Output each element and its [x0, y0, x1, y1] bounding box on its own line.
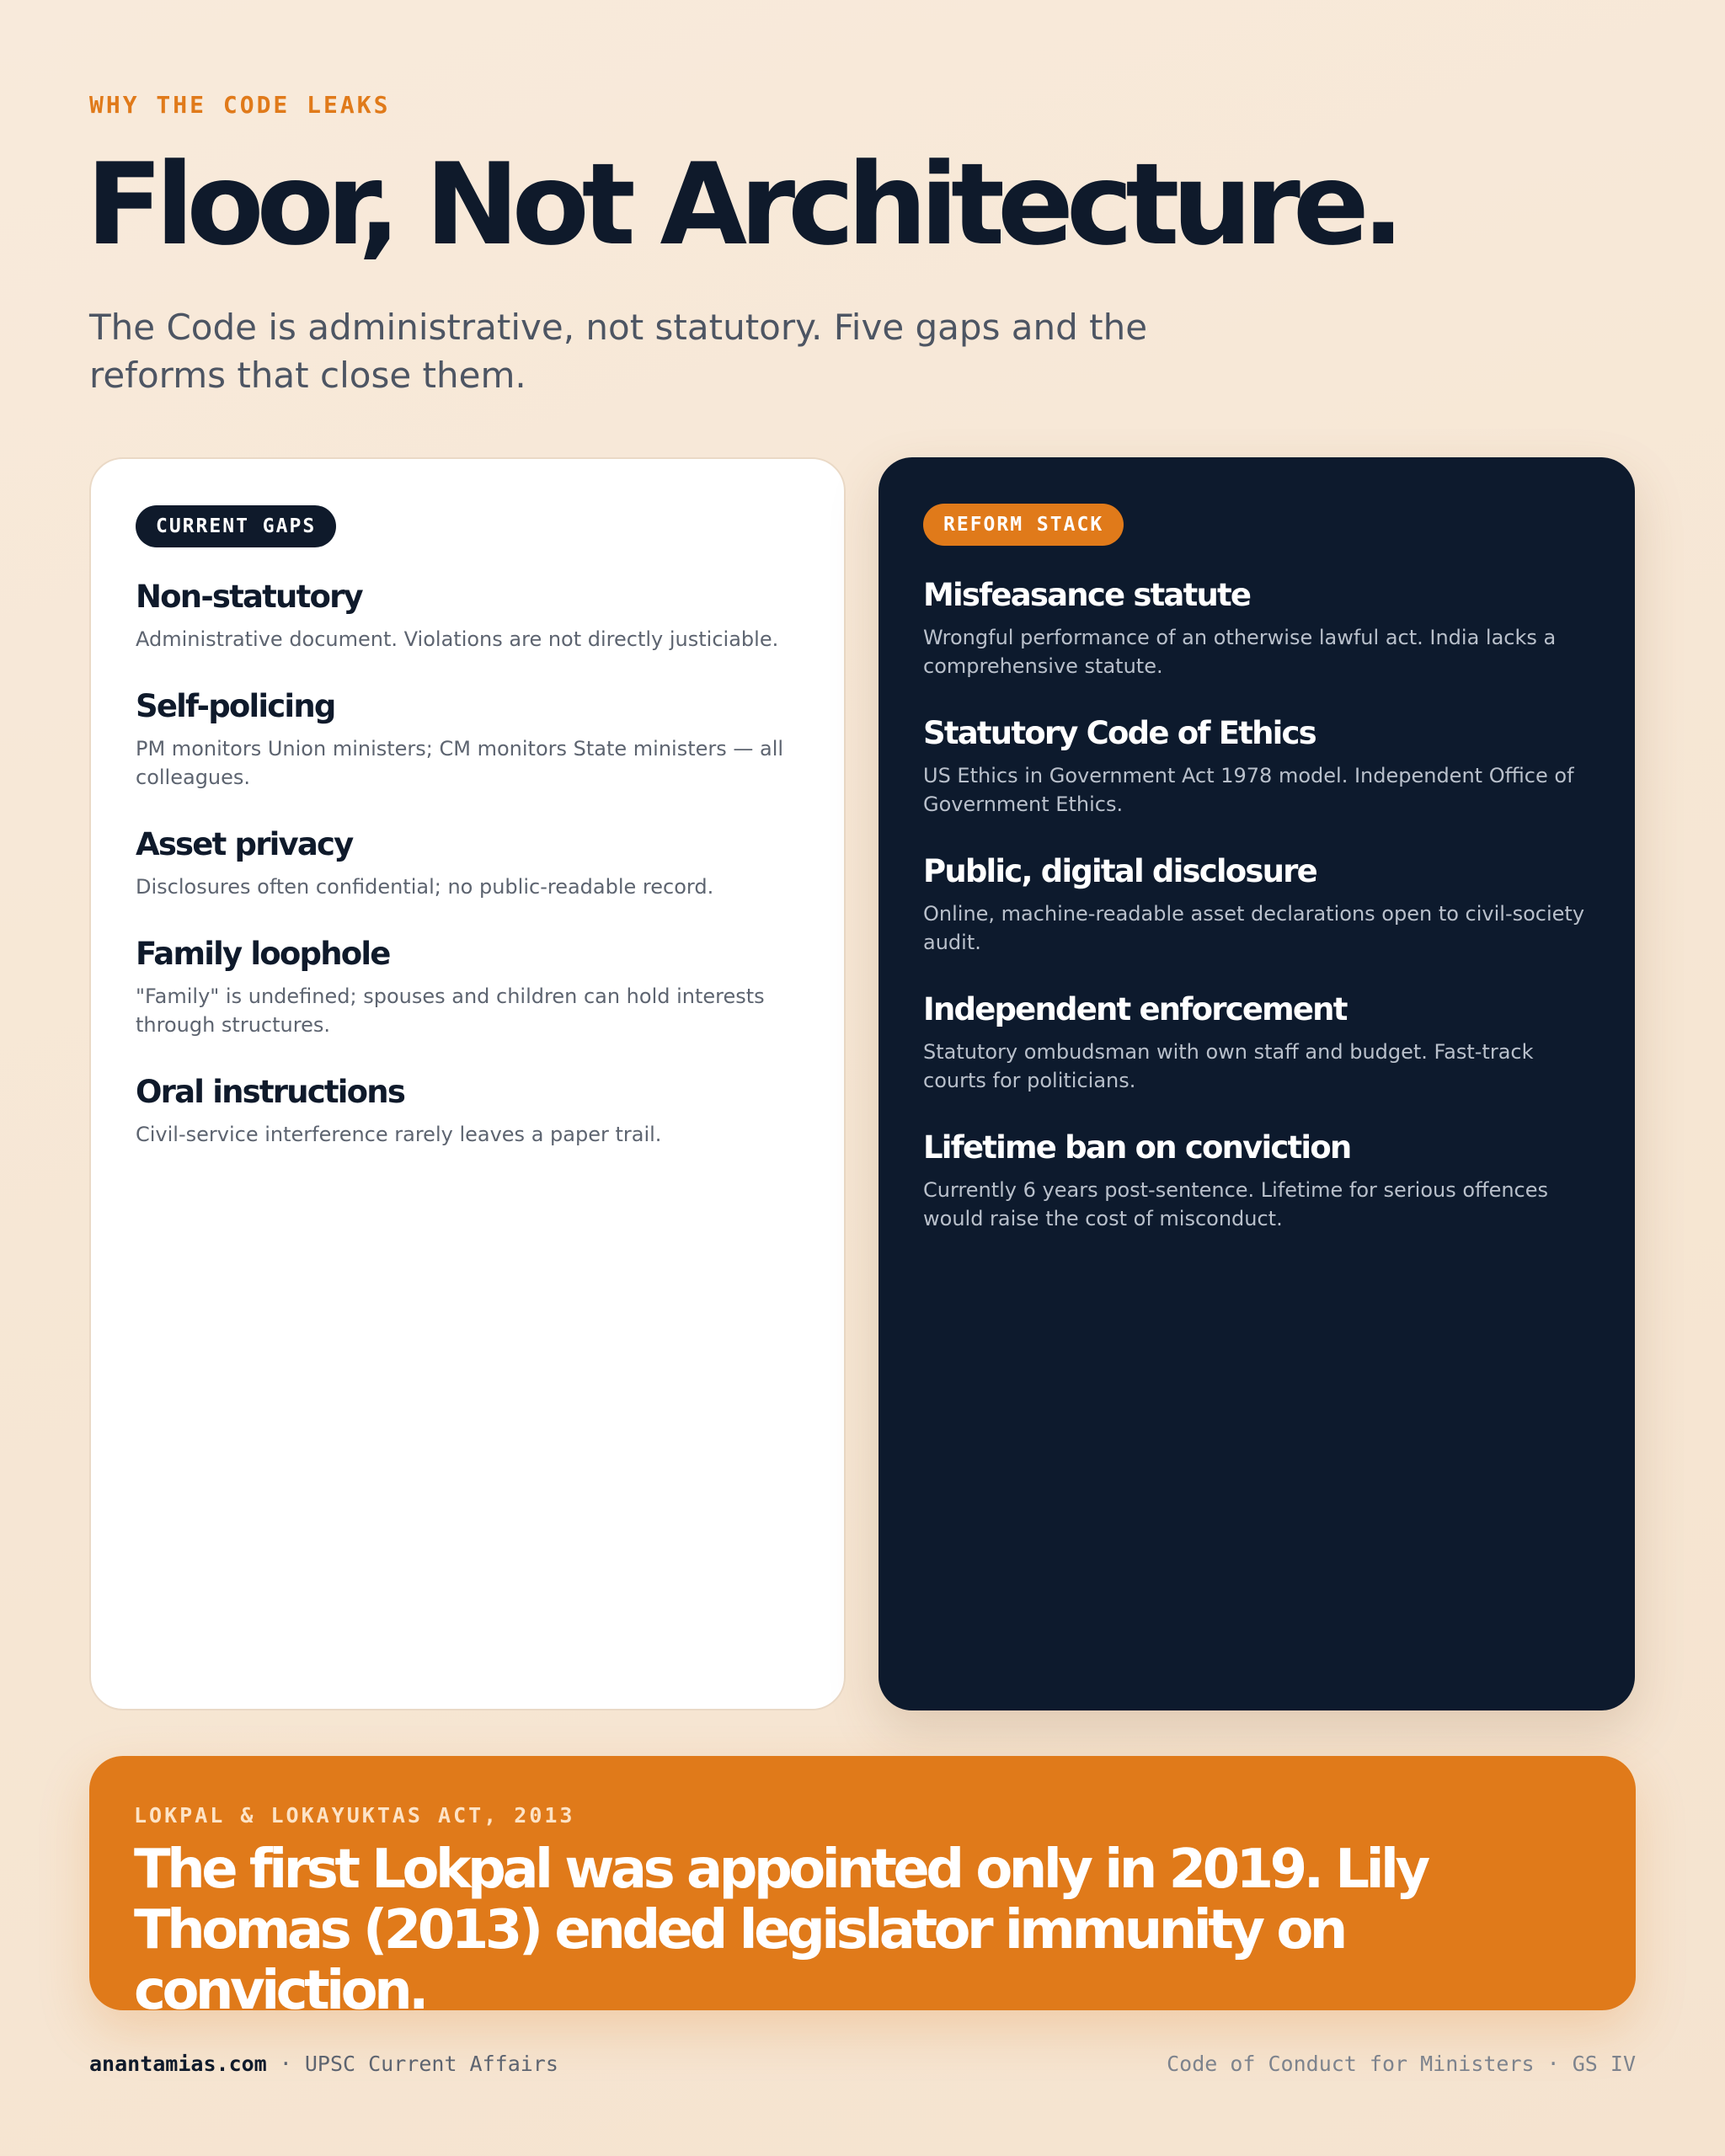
gap-item-title: Oral instructions [136, 1074, 405, 1110]
lokpal-callout [89, 1756, 1636, 2022]
page [86, 0, 1636, 2156]
reform-item-desc: Statutory ombudsman with own staff and budget. Fast-track courts for politicians. [923, 1040, 1534, 1092]
footer-left [89, 2052, 558, 2076]
reform-stack-card [879, 457, 1635, 1710]
footer-section: UPSC Current Affairs [304, 2052, 558, 2076]
reform-item-desc: Online, machine-readable asset declarations open to civil-society audit. [923, 902, 1585, 954]
reform-item-title: Statutory Code of Ethics [923, 715, 1316, 751]
gap-item-title: Asset privacy [136, 826, 353, 862]
reform-item-title: Public, digital disclosure [923, 853, 1316, 889]
gap-item-desc: Administrative document. Violations are not directly justiciable. [136, 627, 779, 651]
page-subtitle: The Code is administrative, not statutory. Five gaps and the reforms that close them. [89, 307, 1148, 396]
reform-item [923, 852, 1590, 957]
reform-item [923, 1129, 1590, 1233]
gap-item-title: Family loophole [136, 936, 390, 972]
gap-item-desc: "Family" is undefined; spouses and children can hold interests through structures. [136, 985, 765, 1037]
footer-separator: · [266, 2052, 305, 2076]
gap-item-desc: PM monitors Union ministers; CM monitors State ministers — all colleagues. [136, 737, 784, 789]
gap-item-desc: Civil-service interference rarely leaves a paper trail. [136, 1123, 662, 1146]
gap-item [136, 1073, 799, 1149]
reform-stack-badge: REFORM STACK [923, 504, 1124, 546]
reform-item-desc: Currently 6 years post-sentence. Lifetime for serious offences would raise the cost of misconduct. [923, 1178, 1549, 1230]
eyebrow-label: WHY THE CODE LEAKS [89, 91, 391, 119]
reform-item-title: Lifetime ban on conviction [923, 1129, 1351, 1166]
gap-item-desc: Disclosures often confidential; no public-readable record. [136, 875, 714, 899]
page-title: Floor, Not Architecture. [86, 139, 1397, 270]
gaps-list [136, 578, 799, 1149]
current-gaps-badge: CURRENT GAPS [136, 505, 336, 547]
reform-item-title: Misfeasance statute [923, 577, 1251, 613]
gap-item-title: Self-policing [136, 688, 335, 724]
callout-label: LOKPAL & LOKAYUKTAS ACT, 2013 [134, 1803, 575, 1828]
gap-item [136, 578, 799, 654]
gap-item [136, 935, 799, 1039]
footer [89, 2052, 1636, 2077]
reform-item-title: Independent enforcement [923, 991, 1347, 1027]
gap-item-title: Non-statutory [136, 579, 362, 615]
reform-item [923, 576, 1590, 680]
reform-item [923, 990, 1590, 1095]
footer-topic: Code of Conduct for Ministers · GS IV [1167, 2052, 1636, 2076]
gap-item [136, 825, 799, 901]
current-gaps-card [89, 457, 846, 1710]
reform-item [923, 714, 1590, 819]
gap-item [136, 687, 799, 792]
reform-item-desc: Wrongful performance of an otherwise lawful act. India lacks a comprehensive statute. [923, 626, 1557, 678]
callout-text: The first Lokpal was appointed only in 2019. Lily Thomas (2013) ended legislator immunity on conviction. [134, 1838, 1427, 2022]
footer-site-link[interactable]: anantamias.com [89, 2052, 267, 2076]
reform-item-desc: US Ethics in Government Act 1978 model. Independent Office of Government Ethics. [923, 764, 1574, 816]
reforms-list [923, 576, 1590, 1233]
